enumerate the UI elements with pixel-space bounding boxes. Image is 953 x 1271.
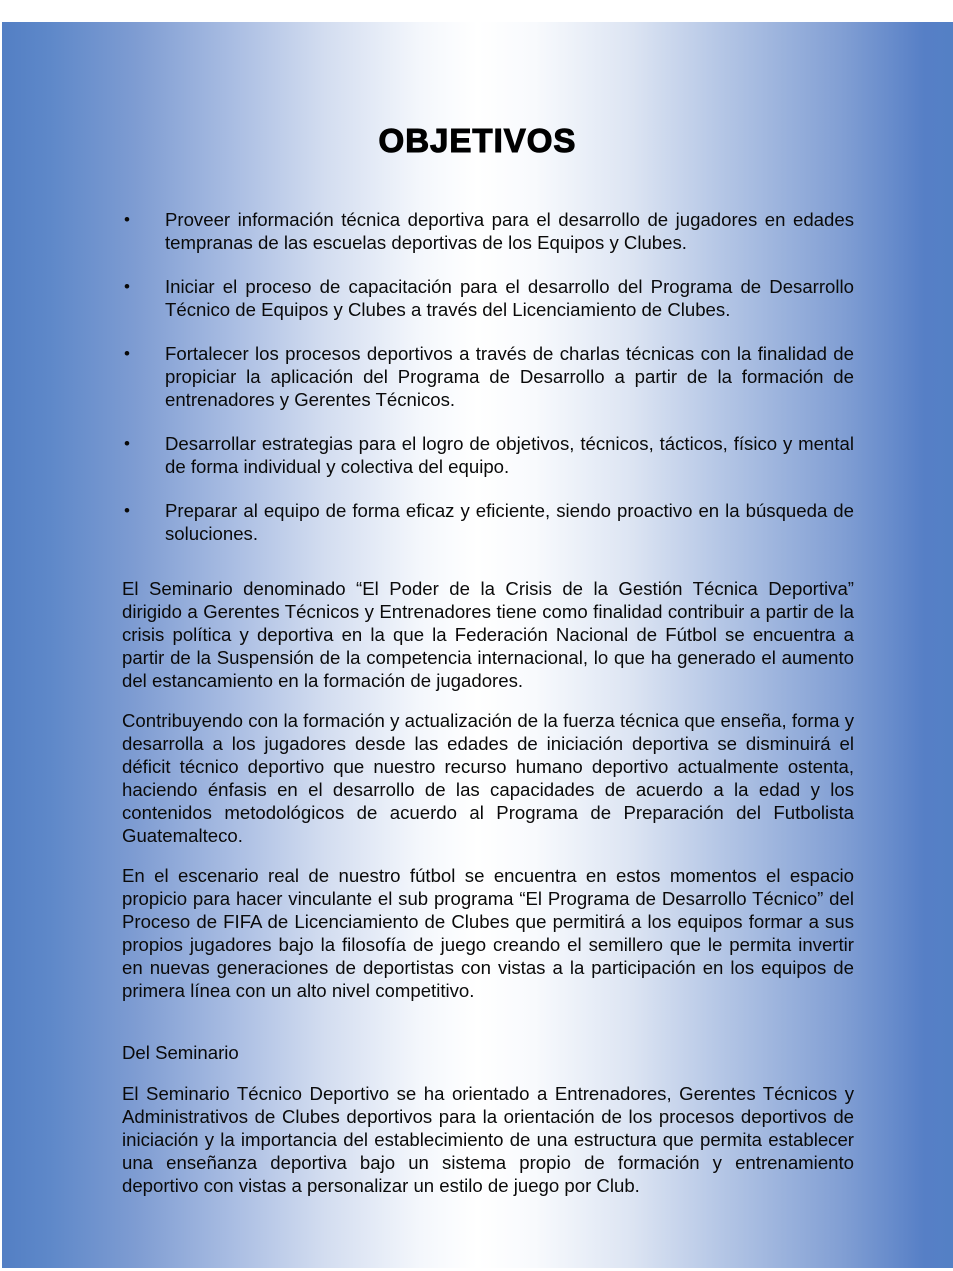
body-paragraph-seminar-intro: El Seminario denominado “El Poder de la Crisis de la Gestión Técnica Deportiva” dirigido a Gerentes Técnicos y Entrenadores tiene como finalidad contribuir a partir de la crisis política y deportiva en la que la Federación Nacional de Fútbol se encuentra a partir de la Suspensión de la competencia internacional, lo que ha generado el aumento del estancamiento en la formación de jugadores. — [122, 578, 854, 692]
list-item — [122, 208, 854, 254]
objective-text: Preparar al equipo de forma eficaz y eficiente, siendo proactivo en la búsqueda de soluciones. — [165, 500, 854, 545]
bullet-icon: • — [124, 501, 130, 521]
body-paragraph-contribution: Contribuyendo con la formación y actualización de la fuerza técnica que enseña, forma y desarrolla a los jugadores desde las edades de iniciación deportiva se disminuirá el déficit técnico deportivo que nuestro recurso humano deportivo actualmente ostenta, haciendo énfasis en el desarrollo de las capacidades de acuerdo a la edad y los contenidos metodológicos de acuerdo al Programa de Preparación del Futbolista Guatemalteco. — [122, 710, 854, 847]
objective-text: Iniciar el proceso de capacitación para el desarrollo del Programa de Desarrollo Técnico de Equipos y Clubes a través del Licenciamiento de Clubes. — [165, 276, 854, 321]
objectives-list — [122, 208, 854, 545]
bullet-icon: • — [124, 434, 130, 454]
list-item — [122, 342, 854, 411]
list-item — [122, 432, 854, 478]
body-paragraph-seminar-orientation: El Seminario Técnico Deportivo se ha orientado a Entrenadores, Gerentes Técnicos y Administrativos de Clubes deportivos para la orientación de los procesos deportivos de iniciación y la importancia del establecimiento de una estructura que permita establecer una enseñanza deportiva bajo un sistema propio de formación y entrenamiento deportivo con vistas a personalizar un estilo de juego por Club. — [122, 1083, 854, 1197]
bullet-icon: • — [124, 210, 130, 230]
objective-text: Desarrollar estrategias para el logro de objetivos, técnicos, tácticos, físico y mental de forma individual y colectiva del equipo. — [165, 433, 854, 478]
objective-text: Fortalecer los procesos deportivos a través de charlas técnicas con la finalidad de propiciar la aplicación del Programa de Desarrollo a partir de la formación de entrenadores y Gerentes Técnicos. — [165, 343, 854, 411]
list-item — [122, 499, 854, 545]
page-title: OBJETIVOS — [378, 122, 577, 160]
section-heading-del-seminario: Del Seminario — [122, 1042, 239, 1064]
list-item — [122, 275, 854, 321]
bullet-icon: • — [124, 344, 130, 364]
content-column — [122, 208, 854, 1197]
objective-text: Proveer información técnica deportiva para el desarrollo de jugadores en edades tempranas de las escuelas deportivas de los Equipos y Clubes. — [165, 209, 854, 254]
body-paragraph-scenario: En el escenario real de nuestro fútbol se encuentra en estos momentos el espacio propicio para hacer vinculante el sub programa “El Programa de Desarrollo Técnico” del Proceso de FIFA de Licenciamiento de Clubes que permitirá a los equipos formar a sus propios jugadores bajo la filosofía de juego creando el semillero que le permita invertir en nuevas generaciones de deportistas con vistas a la participación en los equipos de primera línea con un alto nivel competitivo. — [122, 865, 854, 1002]
document-page — [0, 22, 953, 1271]
bullet-icon: • — [124, 277, 130, 297]
